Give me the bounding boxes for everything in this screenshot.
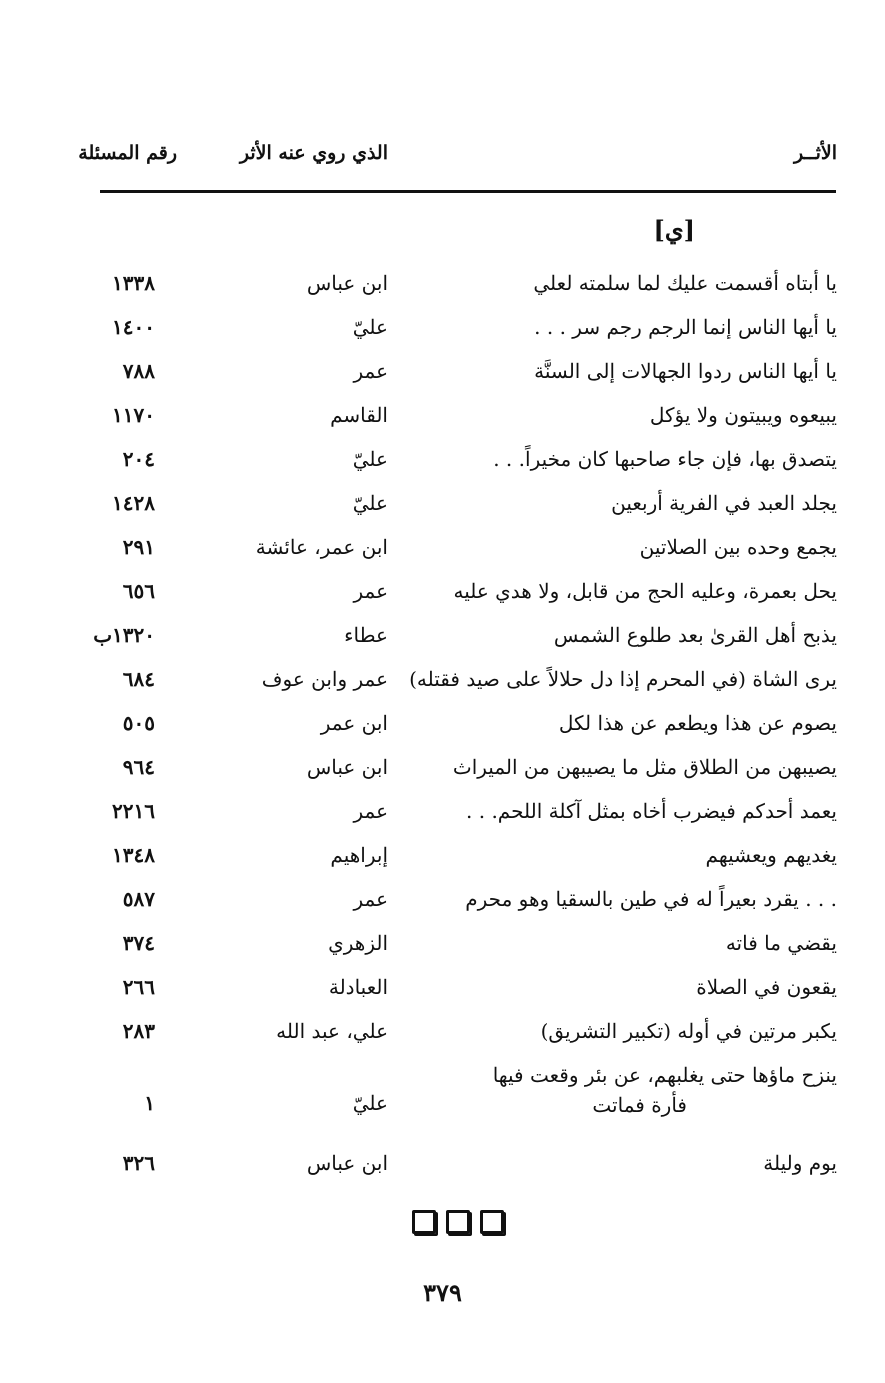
table-row xyxy=(0,438,885,482)
narrator-name: عمر وابن عوف xyxy=(261,667,388,691)
narrator-name: ابن عباس xyxy=(306,271,388,295)
table-row xyxy=(0,526,885,570)
issue-number: ٣٧٤ xyxy=(122,931,155,955)
athar-text xyxy=(453,576,837,606)
issue-number: ١١٧٠ xyxy=(112,403,155,427)
athar-line: ينزح ماؤها حتى يغلبهم، عن بئر وقعت فيها xyxy=(492,1063,837,1087)
narrator-name: ابن عباس xyxy=(306,755,388,779)
column-header-issue-number: رقم المسئلة xyxy=(78,142,177,164)
athar-line: يصوم عن هذا ويطعم عن هذا لكل xyxy=(558,711,837,735)
narrator-name: إبراهيم xyxy=(330,843,388,867)
athar-text xyxy=(726,928,837,958)
table-row xyxy=(0,614,885,658)
table-row xyxy=(0,394,885,438)
table-row xyxy=(0,1054,885,1142)
narrator-name: الزهري xyxy=(328,931,388,955)
narrator-name: ابن عمر xyxy=(320,711,388,735)
athar-text xyxy=(409,664,837,694)
ornament-square-icon xyxy=(480,1210,504,1234)
narrator-name: العبادلة xyxy=(328,975,388,999)
athar-text xyxy=(465,884,837,914)
narrator-name: القاسم xyxy=(330,403,388,427)
athar-line: يا أيها الناس إنما الرجم رجم سر . . . xyxy=(534,315,837,339)
table-row xyxy=(0,790,885,834)
athar-line: . . . يقرد بعيراً له في طين بالسقيا وهو محرم xyxy=(465,887,837,911)
issue-number: ٥٠٥ xyxy=(122,711,155,735)
athar-line: يحل بعمرة، وعليه الحج من قابل، ولا هدي عليه xyxy=(453,579,837,603)
end-ornament xyxy=(412,1210,504,1234)
narrator-name: ابن عمر، عائشة xyxy=(255,535,388,559)
issue-number: ٥٨٧ xyxy=(122,887,155,911)
ornament-square-icon xyxy=(446,1210,470,1234)
athar-line: يوم وليلة xyxy=(763,1151,837,1175)
issue-number: ١٣٢٠ب xyxy=(93,623,155,647)
table-row xyxy=(0,834,885,878)
table-row xyxy=(0,570,885,614)
athar-text xyxy=(493,1060,837,1120)
athar-line: يذبح أهل القرىٰ بعد طلوع الشمس xyxy=(553,623,837,647)
athar-text xyxy=(763,1148,837,1178)
athar-text xyxy=(534,356,837,386)
column-header-athar: الأثــر xyxy=(793,142,837,164)
athar-text xyxy=(611,488,837,518)
table-row xyxy=(0,306,885,350)
issue-number: ١٤٢٨ xyxy=(112,491,155,515)
issue-number: ٦٨٤ xyxy=(122,667,155,691)
athar-text xyxy=(453,752,837,782)
athar-text xyxy=(533,268,837,298)
issue-number: ٢٨٣ xyxy=(122,1019,155,1043)
athar-line: يا أبتاه أقسمت عليك لما سلمته لعلي xyxy=(533,271,837,295)
table-row xyxy=(0,658,885,702)
narrator-name: عمر xyxy=(353,887,388,911)
athar-line: يتصدق بها، فإن جاء صاحبها كان مخيراً. . . xyxy=(493,447,837,471)
narrator-name: عليّ xyxy=(352,447,388,471)
narrator-name: ابن عباس xyxy=(306,1151,388,1175)
athar-line: يرى الشاة (في المحرم إذا دل حلالاً على صيد فقتله) xyxy=(409,667,837,691)
table-row xyxy=(0,1142,885,1186)
athar-text xyxy=(466,796,837,826)
narrator-name: عطاء xyxy=(344,623,388,647)
athar-line: يغديهم ويعشيهم xyxy=(705,843,837,867)
athar-text xyxy=(706,840,837,870)
issue-number: ٩٦٤ xyxy=(122,755,155,779)
issue-number: ٢٢١٦ xyxy=(112,799,155,823)
table-row xyxy=(0,746,885,790)
table-row xyxy=(0,966,885,1010)
table-row xyxy=(0,922,885,966)
issue-number: ١ xyxy=(144,1091,155,1115)
issue-number: ٢٠٤ xyxy=(122,447,155,471)
athar-text xyxy=(696,972,837,1002)
athar-line: يكبر مرتين في أوله (تكبير التشريق) xyxy=(540,1019,837,1043)
narrator-name: عمر xyxy=(353,359,388,383)
issue-number: ٧٨٨ xyxy=(122,359,155,383)
table-row xyxy=(0,878,885,922)
issue-number: ٢٦٦ xyxy=(122,975,155,999)
athar-line: يعمد أحدكم فيضرب أخاه بمثل آكلة اللحم. . . xyxy=(466,799,837,823)
athar-line: يصيبهن من الطلاق مثل ما يصيبهن من الميراث xyxy=(452,755,837,779)
issue-number: ٦٥٦ xyxy=(122,579,155,603)
athar-line: يجمع وحده بين الصلاتين xyxy=(639,535,837,559)
table-row xyxy=(0,702,885,746)
issue-number: ٢٩١ xyxy=(122,535,155,559)
athar-text xyxy=(534,312,837,342)
athar-text xyxy=(493,444,837,474)
athar-text xyxy=(541,1016,837,1046)
section-letter: [ي] xyxy=(653,215,695,244)
athar-line: يجلد العبد في الفرية أربعين xyxy=(611,491,837,515)
table-row xyxy=(0,262,885,306)
issue-number: ١٣٣٨ xyxy=(112,271,155,295)
athar-line: يا أيها الناس ردوا الجهالات إلى السنَّة xyxy=(534,359,837,383)
athar-line: يقعون في الصلاة xyxy=(696,975,837,999)
page-number: ٣٧٩ xyxy=(423,1278,462,1307)
athar-text xyxy=(650,400,837,430)
athar-text xyxy=(559,708,837,738)
issue-number: ٣٢٦ xyxy=(122,1151,155,1175)
narrator-name: عليّ xyxy=(352,1091,388,1115)
ornament-square-icon xyxy=(412,1210,436,1234)
athar-line-continuation: فأرة فماتت xyxy=(592,1093,687,1117)
narrator-name: عليّ xyxy=(352,315,388,339)
table-row xyxy=(0,350,885,394)
athar-text xyxy=(554,620,837,650)
issue-number: ١٤٠٠ xyxy=(112,315,155,339)
issue-number: ١٣٤٨ xyxy=(112,843,155,867)
narrator-name: عليّ xyxy=(352,491,388,515)
table-row xyxy=(0,1010,885,1054)
narrator-name: علي، عبد الله xyxy=(276,1019,388,1043)
narrator-name: عمر xyxy=(353,579,388,603)
athar-line: يبيعوه ويبيتون ولا يؤكل xyxy=(649,403,837,427)
narrator-name: عمر xyxy=(353,799,388,823)
header-rule xyxy=(100,190,836,193)
athar-line: يقضي ما فاته xyxy=(725,931,837,955)
table-row xyxy=(0,482,885,526)
column-header-narrator: الذي روي عنه الأثر xyxy=(239,142,388,164)
athar-text xyxy=(640,532,837,562)
